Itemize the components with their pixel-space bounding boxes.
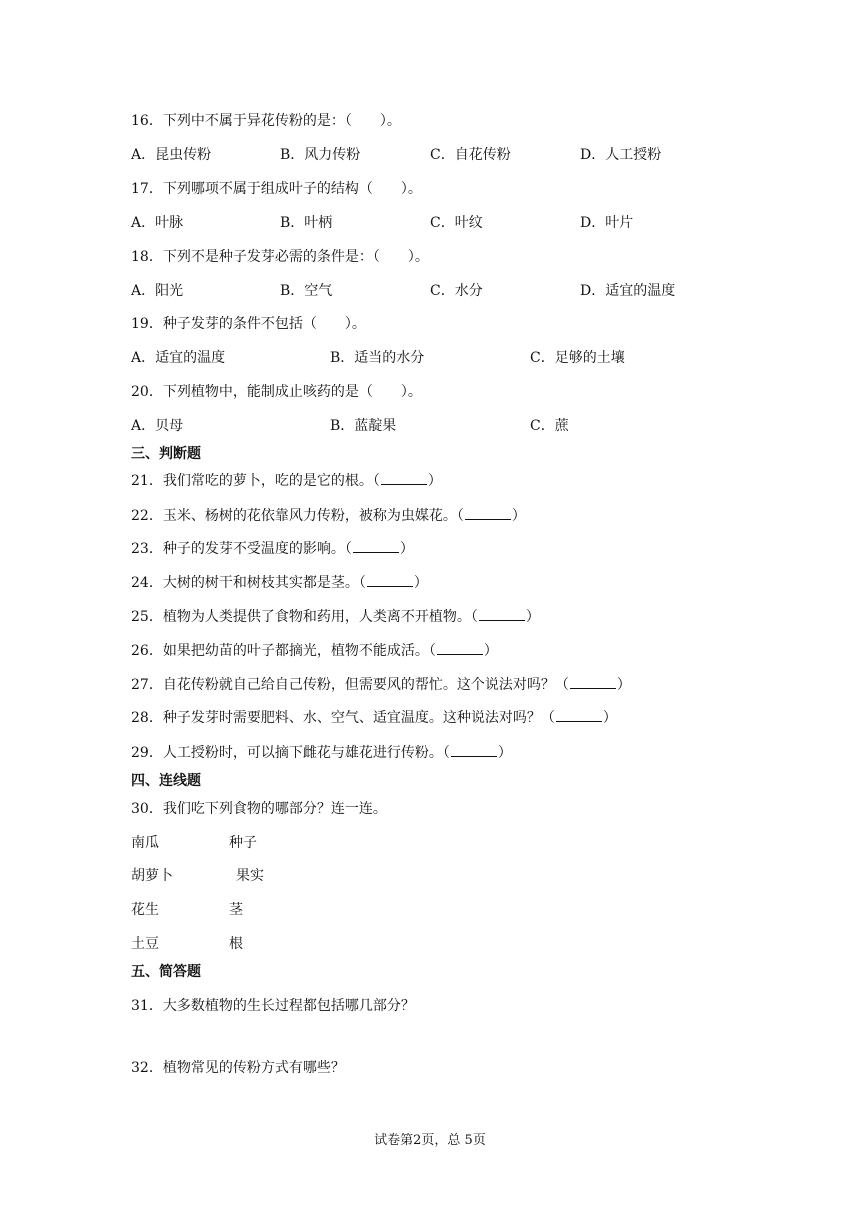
question-23	[131, 540, 414, 558]
q16-option-a: A．昆虫传粉	[131, 147, 212, 163]
q17-option-b: B．叶柄	[280, 215, 333, 231]
q19-option-a: A．适宜的温度	[131, 350, 226, 366]
q20-option-c: C．蔗	[530, 418, 569, 434]
q17-option-c: C．叶纹	[430, 215, 483, 231]
q20-option-b: B．蓝靛果	[330, 418, 397, 434]
section-heading-short-answer: 五、简答题	[131, 964, 201, 980]
q25-end: ）	[525, 609, 540, 625]
answer-blank[interactable]	[570, 676, 616, 689]
q22-end: ）	[511, 508, 526, 524]
q16-option-c: C．自花传粉	[430, 147, 511, 163]
q24-text: 24．大树的树干和树枝其实都是茎。（	[131, 575, 366, 591]
answer-blank[interactable]	[367, 574, 413, 587]
q28-text: 28．种子发芽时需要肥料、水、空气、适宜温度。这种说法对吗？（	[131, 710, 555, 726]
q22-text: 22．玉米、杨树的花依靠风力传粉，被称为虫媒花。（	[131, 508, 464, 524]
q28-end: ）	[602, 710, 617, 726]
matching-right-item[interactable]: 种子	[229, 835, 257, 851]
q25-text: 25．植物为人类提供了食物和药用，人类离不开植物。（	[131, 609, 478, 625]
matching-right-item[interactable]: 根	[229, 936, 243, 952]
q17-option-d: D．叶片	[580, 215, 634, 231]
q23-text: 23．种子的发芽不受温度的影响。（	[131, 541, 352, 557]
question-29	[131, 744, 512, 762]
question-24	[131, 574, 428, 592]
matching-left-item[interactable]: 土豆	[131, 936, 159, 952]
q21-text: 21．我们常吃的萝卜，吃的是它的根。（	[131, 473, 380, 489]
answer-blank[interactable]	[353, 540, 399, 553]
question-21	[131, 472, 442, 490]
question-26	[131, 642, 498, 660]
q17-option-a: A．叶脉	[131, 215, 184, 231]
question-18: 18．下列不是种子发芽必需的条件是：（ ）。	[131, 249, 429, 265]
answer-blank[interactable]	[437, 642, 483, 655]
question-25	[131, 608, 540, 626]
question-20: 20．下列植物中，能制成止咳药的是（ ）。	[131, 384, 422, 400]
section-heading-true-false: 三、判断题	[131, 446, 201, 462]
question-16: 16．下列中不属于异花传粉的是：（ ）。	[131, 113, 401, 129]
question-32: 32．植物常见的传粉方式有哪些？	[131, 1060, 345, 1076]
q20-option-a: A．贝母	[131, 418, 184, 434]
q19-option-c: C．足够的土壤	[530, 350, 625, 366]
q29-end: ）	[497, 745, 512, 761]
matching-left-item[interactable]: 花生	[131, 902, 159, 918]
question-28	[131, 709, 617, 727]
q27-end: ）	[616, 677, 631, 693]
answer-blank[interactable]	[556, 709, 602, 722]
q16-option-d: D．人工授粉	[580, 147, 662, 163]
q21-end: ）	[427, 473, 442, 489]
q19-option-b: B．适当的水分	[330, 350, 425, 366]
q18-option-d: D．适宜的温度	[580, 283, 676, 299]
q26-text: 26．如果把幼苗的叶子都摘光，植物不能成活。（	[131, 643, 436, 659]
question-31: 31．大多数植物的生长过程都包括哪几部分？	[131, 998, 415, 1014]
q26-end: ）	[483, 643, 498, 659]
question-22	[131, 507, 526, 525]
q24-end: ）	[413, 575, 428, 591]
matching-left-item[interactable]: 胡萝卜	[131, 868, 173, 884]
question-17: 17．下列哪项不属于组成叶子的结构（ ）。	[131, 181, 422, 197]
section-heading-matching: 四、连线题	[131, 773, 201, 789]
q27-text: 27．自花传粉就自己给自己传粉，但需要风的帮忙。这个说法对吗？（	[131, 677, 569, 693]
q18-option-c: C．水分	[430, 283, 483, 299]
q23-end: ）	[399, 541, 414, 557]
question-30: 30．我们吃下列食物的哪部分？连一连。	[131, 801, 387, 817]
matching-left-item[interactable]: 南瓜	[131, 835, 159, 851]
q16-option-b: B．风力传粉	[280, 147, 361, 163]
page-footer: 试卷第2页，总 5页	[374, 1133, 486, 1148]
question-27	[131, 676, 631, 694]
question-19: 19．种子发芽的条件不包括（ ）。	[131, 316, 366, 332]
matching-right-item[interactable]: 果实	[236, 868, 264, 884]
q29-text: 29．人工授粉时，可以摘下雌花与雄花进行传粉。（	[131, 745, 450, 761]
matching-right-item[interactable]: 茎	[229, 902, 243, 918]
answer-blank[interactable]	[381, 472, 427, 485]
q18-option-a: A．阳光	[131, 283, 184, 299]
answer-blank[interactable]	[465, 507, 511, 520]
answer-blank[interactable]	[451, 744, 497, 757]
answer-blank[interactable]	[479, 608, 525, 621]
q18-option-b: B．空气	[280, 283, 333, 299]
